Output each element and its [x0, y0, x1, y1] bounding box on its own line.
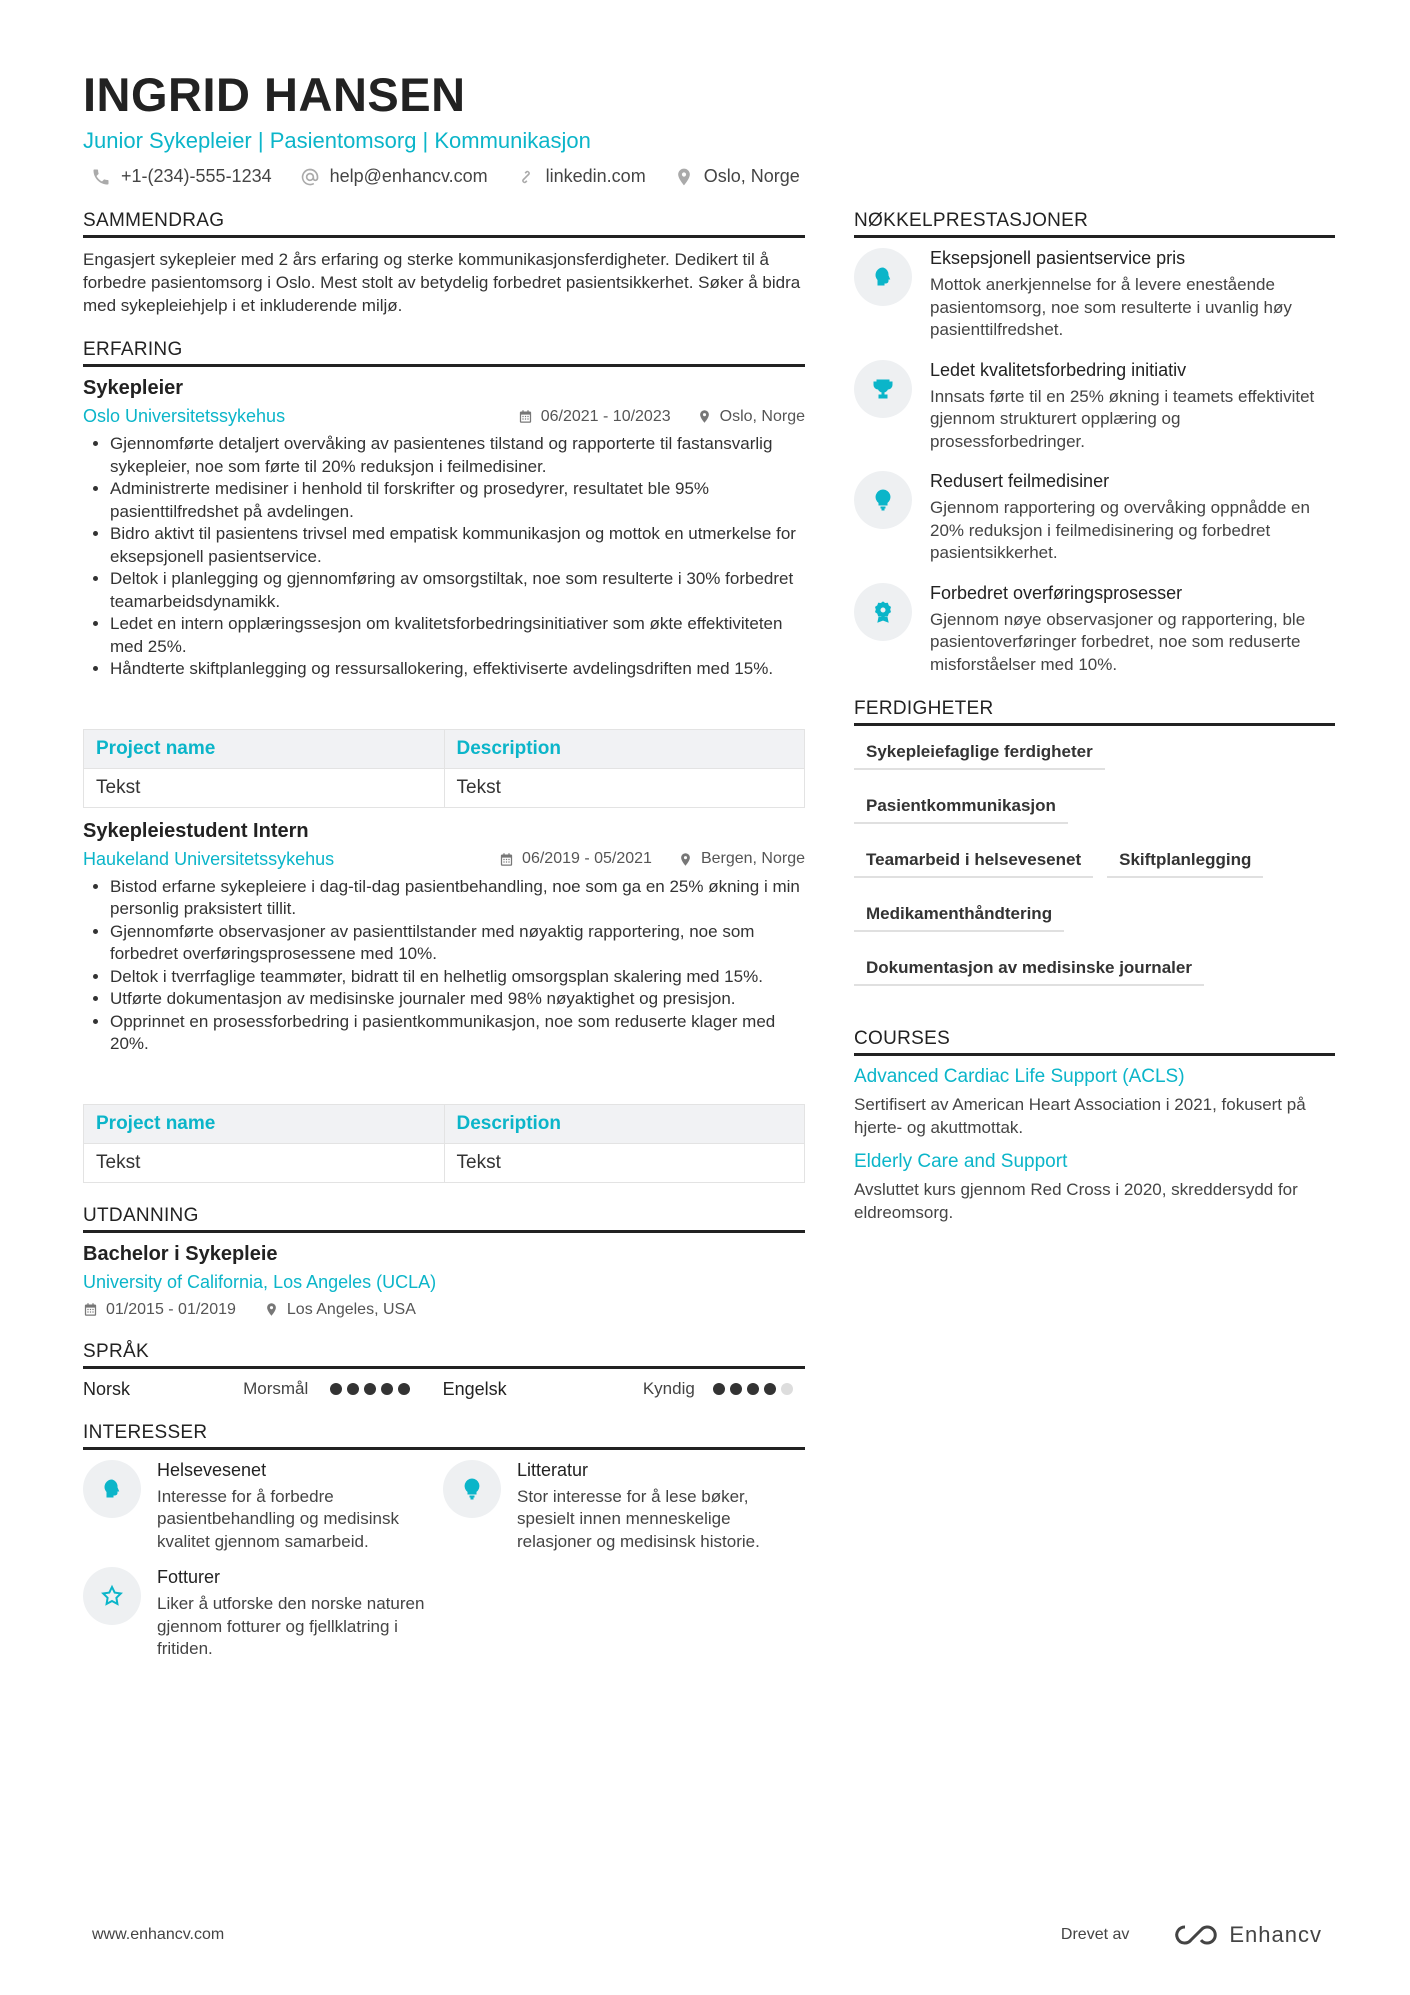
calendar-icon — [518, 409, 533, 424]
achievements-heading: NØKKELPRESTASJONER — [854, 210, 1335, 238]
footer — [92, 1922, 1322, 1948]
interest-desc: Stor interesse for å lese bøker, spesielt innen menneskelige relasjoner og medisinsk historie. — [517, 1486, 760, 1551]
achievement-title: Ledet kvalitetsforbedring initiativ — [930, 359, 1187, 380]
lightbulb-icon — [871, 488, 895, 512]
school-name: University of California, Los Angeles (UCLA) — [83, 1271, 437, 1292]
job-entry — [83, 377, 805, 808]
achievements-section — [854, 210, 1335, 676]
experience-heading: ERFARING — [83, 339, 805, 367]
language-rating — [330, 1383, 422, 1395]
achievement-item — [854, 583, 1335, 677]
calendar-icon — [83, 1302, 98, 1317]
company-name: Oslo Universitetssykehus — [83, 406, 286, 426]
contact-phone — [91, 166, 272, 187]
summary-section — [83, 210, 805, 317]
powered-by-text: Drevet av — [1060, 1926, 1130, 1943]
language-rating — [713, 1383, 805, 1395]
calendar-icon — [499, 852, 514, 867]
skill-tag: Skiftplanlegging — [1107, 844, 1263, 878]
job-dates — [518, 408, 671, 426]
achievement-title: Forbedret overføringsprosesser — [930, 582, 1183, 603]
location-pin-icon — [678, 852, 693, 867]
rating-dot — [381, 1383, 393, 1395]
achievement-title: Redusert feilmedisiner — [930, 471, 1110, 491]
skill-tag: Pasientkommunikasjon — [854, 790, 1068, 824]
skills-section — [854, 698, 1335, 1006]
language-level: Kyndig — [642, 1379, 695, 1398]
rating-dot — [781, 1383, 793, 1395]
brand-name: Enhancv — [1229, 1922, 1322, 1947]
experience-section — [83, 339, 805, 1183]
award-icon — [871, 600, 895, 624]
location-pin-icon — [674, 167, 694, 187]
course-title: Elderly Care and Support — [854, 1151, 1068, 1172]
job-location — [697, 408, 805, 426]
summary-text: Engasjert sykepleier med 2 års erfaring og sterke kommunikasjonsferdigheter. Dedikert til å forbedre pasientomsorg i Oslo. Mest stolt av betydelig forbedret pasientsikkerhet. Søker å bidra med sykepleiehjelp i et inkluderende miljø. — [83, 250, 801, 315]
job-entry — [83, 820, 805, 1183]
interest-desc: Liker å utforske den norske naturen gjennom fotturer og fjellklatring i fritiden. — [157, 1594, 425, 1658]
achievement-desc: Gjennom nøye observasjoner og rapportering, ble pasientoverføringer forbedret, noe som reduserte misforståelser med 10%. — [930, 609, 1306, 674]
project-name-header: Project name — [84, 729, 445, 768]
brand-logo[interactable] — [1173, 1922, 1322, 1948]
headline: Junior Sykepleier | Pasientomsorg | Kommunikasjon — [83, 128, 591, 154]
interest-title: Fotturer — [157, 1567, 221, 1587]
interests-section — [83, 1422, 805, 1675]
language-name: Norsk — [83, 1378, 131, 1399]
rating-dot — [330, 1383, 342, 1395]
phone-text: +1-(234)-555-1234 — [121, 166, 272, 187]
trophy-icon — [871, 377, 895, 401]
description-header: Description — [444, 1104, 805, 1143]
location-pin-icon — [264, 1302, 279, 1317]
linkedin-text: linkedin.com — [545, 166, 646, 187]
rating-dot — [713, 1383, 725, 1395]
interest-item — [83, 1567, 443, 1661]
location-pin-icon — [697, 409, 712, 424]
interest-item — [83, 1460, 443, 1554]
star-icon — [100, 1584, 124, 1608]
job-dates-text: 06/2019 - 05/2021 — [522, 850, 652, 867]
skill-tag: Sykepleiefaglige ferdigheter — [854, 736, 1105, 770]
link-icon — [516, 167, 536, 187]
achievement-desc: Innsats førte til en 25% økning i teamets effektivitet gjennom strukturert opplæring og prosessforbedringer. — [930, 386, 1315, 451]
at-icon — [300, 167, 320, 187]
summary-heading: SAMMENDRAG — [83, 210, 805, 238]
interest-desc: Interesse for å forbedre pasientbehandling og medisinsk kvalitet gjennom samarbeid. — [157, 1486, 399, 1551]
bullet: • Deltok i planlegging og gjennomføring av omsorgstiltak, noe som resulterte i 30% forbedret teamarbeidsdynamikk. — [110, 568, 805, 613]
enhancv-logo-icon — [1173, 1923, 1219, 1947]
language-name: Engelsk — [442, 1378, 507, 1399]
location-text: Oslo, Norge — [703, 166, 800, 187]
rating-dot — [730, 1383, 742, 1395]
courses-section — [854, 1028, 1335, 1224]
education-section — [83, 1205, 805, 1319]
job-location — [678, 850, 805, 868]
edu-dates — [83, 1301, 236, 1319]
table-cell: Tekst — [84, 768, 445, 807]
course-title: Advanced Cardiac Life Support (ACLS) — [854, 1066, 1185, 1087]
achievement-item — [854, 248, 1335, 342]
interest-title: Helsevesenet — [157, 1459, 267, 1480]
achievement-desc: Mottok anerkjennelse for å levere enestående pasientomsorg, noe som resulterte i uvanlig høy pasienttilfredshet. — [930, 275, 1292, 339]
table-cell: Tekst — [84, 1143, 445, 1182]
table-cell: Tekst — [444, 1143, 805, 1182]
achievement-title: Eksepsjonell pasientservice pris — [930, 248, 1186, 268]
bullet: • Opprinnet en prosessforbedring i pasientkommunikasjon, noe som reduserte klager med 20%. — [110, 1011, 805, 1056]
bullet: • Ledet en intern opplæringssesjon om kvalitetsforbedringsinitiativer som økte effektiviteten med 25%. — [110, 613, 805, 658]
courses-heading: COURSES — [854, 1028, 1335, 1056]
bullet: • Deltok i tverrfaglige teammøter, bidratt til en helhetlig omsorgsplan skalering med 15%. — [110, 966, 805, 989]
job-location-text: Bergen, Norge — [700, 850, 805, 867]
lightbulb-icon — [460, 1477, 484, 1501]
phone-icon — [91, 167, 111, 187]
job-dates — [499, 850, 652, 868]
skill-tag: Medikamenthåndtering — [854, 898, 1064, 932]
bullet: • Gjennomførte detaljert overvåking av pasientenes tilstand og rapporterte til fastansvarlig sykepleier, noe som førte til 20% reduksjon i feilmedisiner. — [110, 433, 805, 478]
course-desc: Sertifisert av American Heart Association i 2021, fokusert på hjerte- og akuttmottak. — [854, 1095, 1306, 1137]
job-bullets — [83, 876, 805, 1056]
contact-location — [674, 166, 800, 187]
contact-bar — [83, 166, 1335, 187]
job-title: Sykepleiestudent Intern — [83, 819, 309, 842]
bullet: • Bistod erfarne sykepleiere i dag-til-dag pasientbehandling, noe som ga en 25% økning i min personlig praksistert tillit. — [110, 876, 805, 921]
job-title: Sykepleier — [83, 377, 184, 399]
edu-dates-text: 01/2015 - 01/2019 — [106, 1300, 236, 1318]
right-column — [854, 210, 1335, 1697]
education-heading: UTDANNING — [83, 1205, 805, 1233]
job-dates-text: 06/2021 - 10/2023 — [540, 407, 671, 425]
brain-icon — [871, 265, 895, 289]
rating-dot — [364, 1383, 376, 1395]
table-cell: Tekst — [444, 768, 805, 807]
bullet: • Bidro aktivt til pasientens trivsel med empatisk kommunikasjon og mottok en utmerkelse for eksepsjonell pasientservice. — [110, 523, 805, 568]
language-level: Morsmål — [243, 1379, 309, 1398]
project-name-header: Project name — [84, 1104, 445, 1143]
job-bullets — [83, 433, 805, 681]
description-header: Description — [444, 729, 805, 768]
course-desc: Avsluttet kurs gjennom Red Cross i 2020, skreddersydd for eldreomsorg. — [854, 1180, 1298, 1222]
degree: Bachelor i Sykepleie — [83, 1242, 278, 1265]
rating-dot — [747, 1383, 759, 1395]
email-text: help@enhancv.com — [329, 166, 488, 187]
bullet: • Administrerte medisiner i henhold til forskrifter og prosedyrer, resultatet ble 95% pasienttilfredshet på avdelingen. — [110, 478, 805, 523]
edu-location-text: Los Angeles, USA — [286, 1300, 416, 1318]
interests-heading: INTERESSER — [83, 1422, 805, 1450]
company-name: Haukeland Universitetssykehus — [83, 848, 335, 869]
languages-section — [83, 1341, 805, 1400]
achievement-desc: Gjennom rapportering og overvåking oppnådde en 20% reduksjon i feilmedisinering og forbedret pasientsikkerhet. — [930, 498, 1310, 562]
bullet: • Utførte dokumentasjon av medisinske journaler med 98% nøyaktighet og presisjon. — [110, 988, 805, 1011]
achievement-item — [854, 471, 1335, 565]
interest-title: Litteratur — [517, 1459, 589, 1480]
skill-tag: Teamarbeid i helsevesenet — [854, 844, 1093, 878]
skills-heading: FERDIGHETER — [854, 698, 1335, 726]
project-table — [83, 1104, 805, 1183]
contact-linkedin[interactable] — [516, 166, 646, 187]
candidate-name: INGRID HANSEN — [83, 68, 466, 121]
edu-location — [264, 1301, 416, 1319]
languages-heading: SPRÅK — [83, 1341, 805, 1369]
bullet: • Gjennomførte observasjoner av pasienttilstander med nøyaktig rapportering, noe som forbedret overføringsprosessene med 10%. — [110, 921, 805, 966]
interest-item — [443, 1460, 803, 1554]
left-column — [83, 210, 805, 1697]
resume-page — [83, 68, 1335, 1658]
rating-dot — [347, 1383, 359, 1395]
bullet: • Håndterte skiftplanlegging og ressursallokering, effektiviserte avdelingsdriften med 15%. — [110, 658, 805, 681]
contact-email[interactable] — [300, 166, 488, 187]
project-table — [83, 729, 805, 808]
job-location-text: Oslo, Norge — [719, 407, 805, 425]
skill-tag: Dokumentasjon av medisinske journaler — [854, 952, 1204, 986]
rating-dot — [764, 1383, 776, 1395]
achievement-item — [854, 360, 1335, 454]
rating-dot — [398, 1383, 410, 1395]
brain-icon — [100, 1477, 124, 1501]
footer-url[interactable]: www.enhancv.com — [92, 1926, 225, 1943]
